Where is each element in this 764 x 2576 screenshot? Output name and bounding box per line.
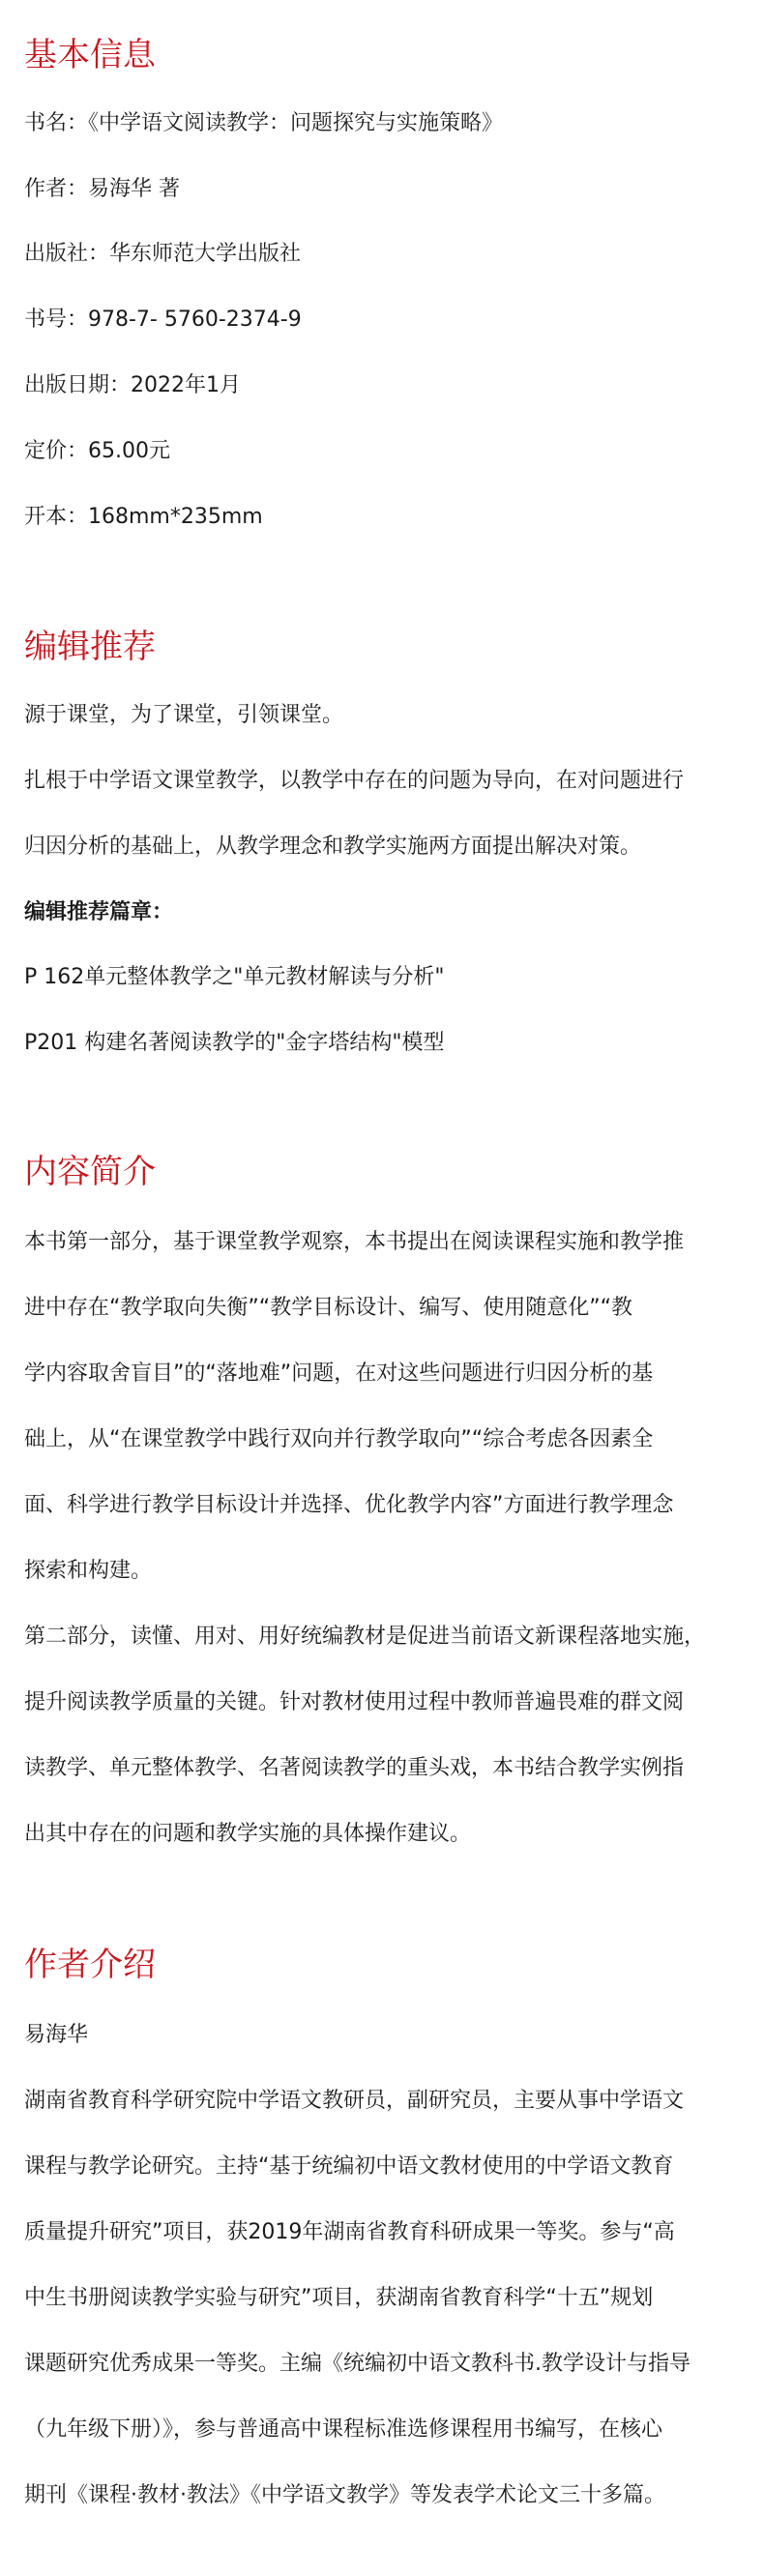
editor-chapter-item: P 162单元整体教学之"单元教材解读与分析" bbox=[24, 965, 445, 989]
section-title-editor-recommend: 编辑推荐 bbox=[24, 628, 156, 666]
author-intro-line: 课题研究优秀成果一等奖。主编《统编初中语文教科书.教学设计与指导 bbox=[24, 2352, 691, 2376]
book-price: 定价：65.00元 bbox=[24, 439, 170, 463]
content-intro-line: 提升阅读教学质量的关键。针对教材使用过程中教师普遍畏难的群文阅 bbox=[24, 1690, 685, 1714]
author-intro-line: （九年级下册）》，参与普通高中课程标准选修课程用书编写，在核心 bbox=[24, 2417, 663, 2442]
content-intro-line: 出其中存在的问题和教学实施的具体操作建议。 bbox=[24, 1822, 472, 1846]
author-intro-line: 课程与教学论研究。主持“基于统编初中语文教材使用的中学语文教育 bbox=[24, 2154, 674, 2179]
content-intro-line: 进中存在“教学取向失衡”“教学目标设计、编写、使用随意化”“教 bbox=[24, 1296, 632, 1320]
editor-desc-line: 归因分析的基础上，从教学理念和教学实施两方面提出解决对策。 bbox=[24, 834, 642, 859]
book-name: 书名：《中学语文阅读教学：问题探究与实施策略》 bbox=[24, 111, 504, 135]
content-intro-line: 第二部分，读懂、用对、用好统编教材是促进当前语文新课程落地实施， bbox=[24, 1625, 706, 1649]
content-intro-line: 读教学、单元整体教学、名著阅读教学的重头戏，本书结合教学实例指 bbox=[24, 1756, 685, 1780]
content-intro-line: 本书第一部分，基于课堂教学观察，本书提出在阅读课程实施和教学推 bbox=[24, 1230, 685, 1254]
author-name: 易海华 bbox=[24, 2023, 89, 2047]
author-intro-line: 湖南省教育科学研究院中学语文教研员，副研究员，主要从事中学语文 bbox=[24, 2089, 685, 2113]
editor-desc-line: 扎根于中学语文课堂教学，以教学中存在的问题为导向，在对问题进行 bbox=[24, 769, 685, 793]
book-author: 作者：易海华 著 bbox=[24, 177, 180, 201]
content-intro-line: 探索和构建。 bbox=[24, 1559, 153, 1583]
book-pub-date: 出版日期：2022年1月 bbox=[24, 373, 241, 397]
section-title-author-intro: 作者介绍 bbox=[24, 1946, 156, 1984]
editor-slogan: 源于课堂，为了课堂，引领课堂。 bbox=[24, 703, 344, 727]
content-intro-line: 学内容取舍盲目”的“落地难”问题，在对这些问题进行归因分析的基 bbox=[24, 1361, 654, 1386]
author-intro-line: 期刊《课程·教材·教法》《中学语文教学》等发表学术论文三十多篇。 bbox=[24, 2483, 665, 2507]
author-intro-line: 质量提升研究”项目，获2019年湖南省教育科研成果一等奖。参与“高 bbox=[24, 2220, 675, 2244]
author-intro-line: 中生书册阅读教学实验与研究”项目，获湖南省教育科学“十五”规划 bbox=[24, 2286, 654, 2310]
editor-chapter-item: P201 构建名著阅读教学的"金字塔结构"模型 bbox=[24, 1031, 445, 1055]
book-publisher: 出版社：华东师范大学出版社 bbox=[24, 242, 302, 266]
book-isbn: 书号：978-7- 5760-2374-9 bbox=[24, 307, 302, 332]
editor-chapters-heading: 编辑推荐篇章： bbox=[24, 900, 174, 924]
book-format: 开本：168mm*235mm bbox=[24, 505, 263, 529]
section-title-basic-info: 基本信息 bbox=[24, 36, 156, 74]
content-intro-line: 础上，从“在课堂教学中践行双向并行教学取向”“综合考虑各因素全 bbox=[24, 1427, 654, 1451]
content-intro-line: 面、科学进行教学目标设计并选择、优化教学内容”方面进行教学理念 bbox=[24, 1493, 674, 1517]
section-title-content-intro: 内容简介 bbox=[24, 1153, 156, 1191]
